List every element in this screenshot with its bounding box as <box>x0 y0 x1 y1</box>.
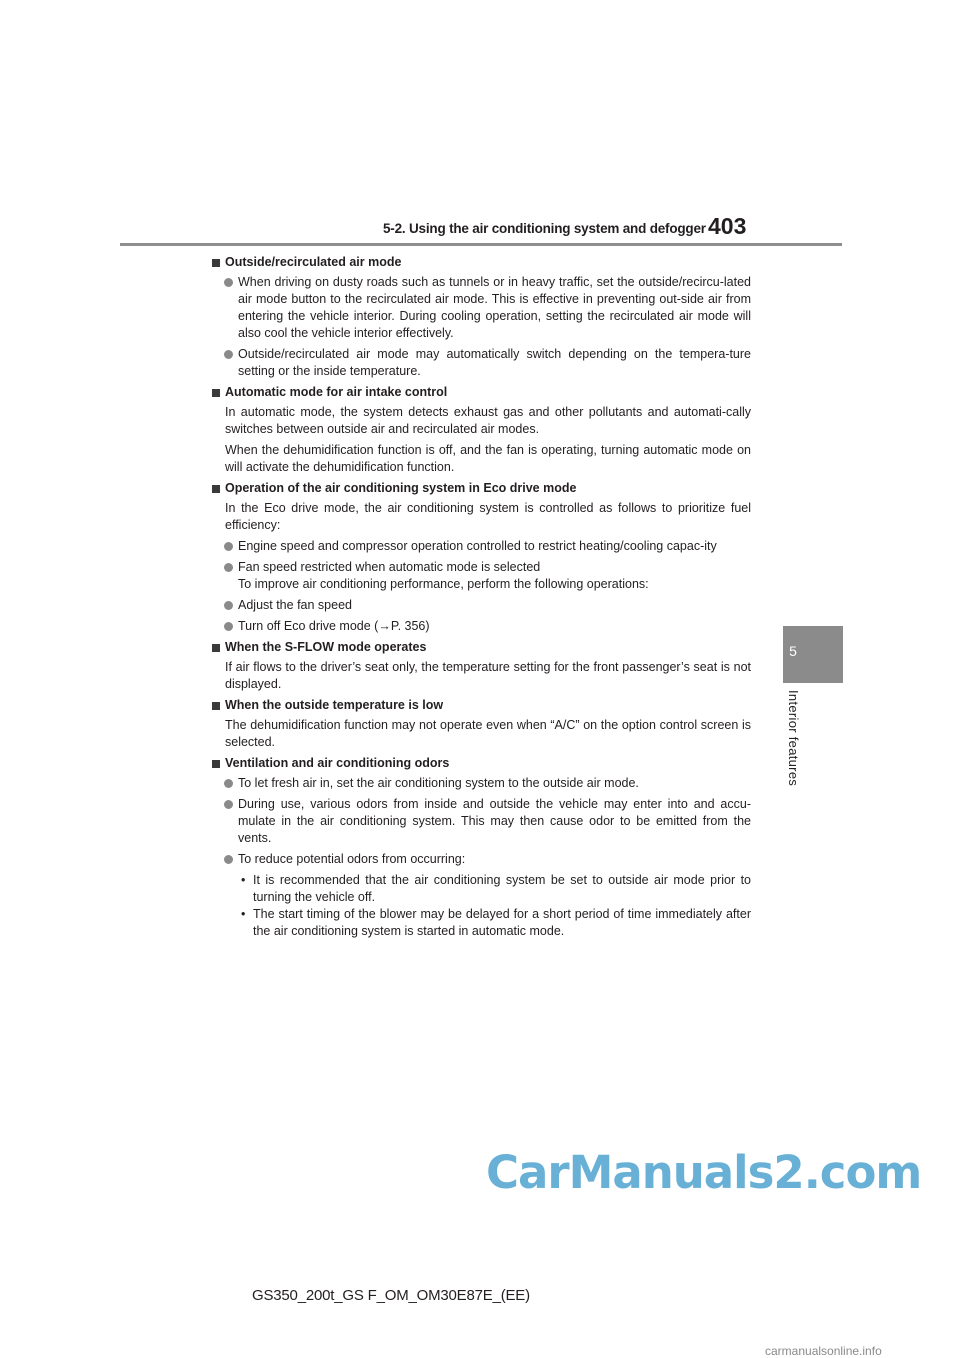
chapter-number: 5 <box>789 643 797 659</box>
watermark-logo: CarManuals2.com <box>486 1146 922 1199</box>
sub-list-item-text: The start timing of the blower may be delayed for a short period of time immediately after the air conditioning system is started in automatic mode. <box>253 907 751 938</box>
circle-bullet-icon <box>224 350 233 359</box>
list-item-text: Engine speed and compressor operation controlled to restrict heating/cooling capac-ity <box>238 539 717 553</box>
bottom-site-watermark: carmanualsonline.info <box>765 1344 882 1358</box>
list-item <box>211 559 751 593</box>
header-divider <box>120 243 842 246</box>
list-item <box>211 274 751 342</box>
sub-list-item-text: It is recommended that the air conditioning system be set to outside air mode prior to turning the vehicle off. <box>253 873 751 904</box>
sub-list-item <box>211 906 751 940</box>
list-item <box>211 538 751 555</box>
dot-bullet-icon: • <box>241 907 246 921</box>
square-bullet-icon <box>212 485 220 493</box>
circle-bullet-icon <box>224 855 233 864</box>
heading-text: When the S-FLOW mode operates <box>225 640 427 654</box>
heading-text: Automatic mode for air intake control <box>225 385 448 399</box>
page-number: 403 <box>708 213 747 239</box>
section-heading <box>211 755 751 772</box>
list-item-text: To let fresh air in, set the air conditioning system to the outside air mode. <box>238 776 639 790</box>
square-bullet-icon <box>212 259 220 267</box>
circle-bullet-icon <box>224 542 233 551</box>
section-s-flow <box>211 639 751 693</box>
circle-bullet-icon <box>224 779 233 788</box>
list-item <box>211 851 751 868</box>
list-item-note: To improve air conditioning performance, perform the following operations: <box>238 577 649 591</box>
section-ventilation-odors <box>211 755 751 940</box>
section-eco-drive <box>211 480 751 635</box>
section-automatic-mode <box>211 384 751 476</box>
section-outside-recirculated <box>211 254 751 380</box>
paragraph: The dehumidification function may not operate even when “A/C” on the option control screen is selected. <box>225 718 751 749</box>
list-item-text: Adjust the fan speed <box>238 598 352 612</box>
page-header <box>0 0 960 250</box>
paragraph: When the dehumidification function is off, and the fan is operating, turning automatic mode on will activate the dehumidification function. <box>225 443 751 474</box>
sub-list-item <box>211 872 751 906</box>
section-heading <box>211 384 751 401</box>
paragraph: In automatic mode, the system detects exhaust gas and other pollutants and automati-cally switches between outside air and recirculated air modes. <box>225 405 751 436</box>
paragraph: In the Eco drive mode, the air conditioning system is controlled as follows to prioritize fuel efficiency: <box>225 501 751 532</box>
section-heading <box>211 480 751 497</box>
square-bullet-icon <box>212 702 220 710</box>
section-heading <box>211 639 751 656</box>
list-item-text: When driving on dusty roads such as tunnels or in heavy traffic, set the outside/recircu-lated air mode button to the recirculated air mode. This is effective in preventing out-side air from entering the vehicle interior. During cooling operation, setting the recirculated air mode will also cool the vehicle interior effectively. <box>238 275 751 340</box>
manual-code: GS350_200t_GS F_OM_OM30E87E_(EE) <box>252 1287 530 1304</box>
paragraph: If air flows to the driver’s seat only, the temperature setting for the front passenger’s seat is not displayed. <box>225 660 751 691</box>
square-bullet-icon <box>212 389 220 397</box>
list-item-text: Turn off Eco drive mode (→P. 356) <box>238 619 430 633</box>
list-item <box>211 775 751 792</box>
circle-bullet-icon <box>224 622 233 631</box>
chapter-tab <box>783 626 843 683</box>
heading-text: Operation of the air conditioning system in Eco drive mode <box>225 481 577 495</box>
list-item <box>211 618 751 635</box>
circle-bullet-icon <box>224 601 233 610</box>
list-item-text: To reduce potential odors from occurring: <box>238 852 466 866</box>
heading-text: Ventilation and air conditioning odors <box>225 756 450 770</box>
chapter-label: Interior features <box>786 690 801 787</box>
circle-bullet-icon <box>224 563 233 572</box>
list-item-text: Outside/recirculated air mode may automatically switch depending on the tempera-ture setting or the inside temperature. <box>238 347 751 378</box>
main-content <box>211 254 751 944</box>
section-heading <box>211 254 751 271</box>
list-item <box>211 597 751 614</box>
square-bullet-icon <box>212 760 220 768</box>
circle-bullet-icon <box>224 800 233 809</box>
section-heading <box>211 697 751 714</box>
dot-bullet-icon: • <box>241 873 246 887</box>
list-item <box>211 796 751 847</box>
list-item-text: Fan speed restricted when automatic mode is selected <box>238 560 541 574</box>
circle-bullet-icon <box>224 278 233 287</box>
square-bullet-icon <box>212 644 220 652</box>
list-item <box>211 346 751 380</box>
section-outside-temperature-low <box>211 697 751 751</box>
heading-text: When the outside temperature is low <box>225 698 444 712</box>
heading-text: Outside/recirculated air mode <box>225 255 402 269</box>
list-item-text: During use, various odors from inside and outside the vehicle may enter into and accu-mulate in the air conditioning system. This may then cause odor to be emitted from the vents. <box>238 797 751 845</box>
section-title: 5-2. Using the air conditioning system and defogger <box>383 221 706 236</box>
